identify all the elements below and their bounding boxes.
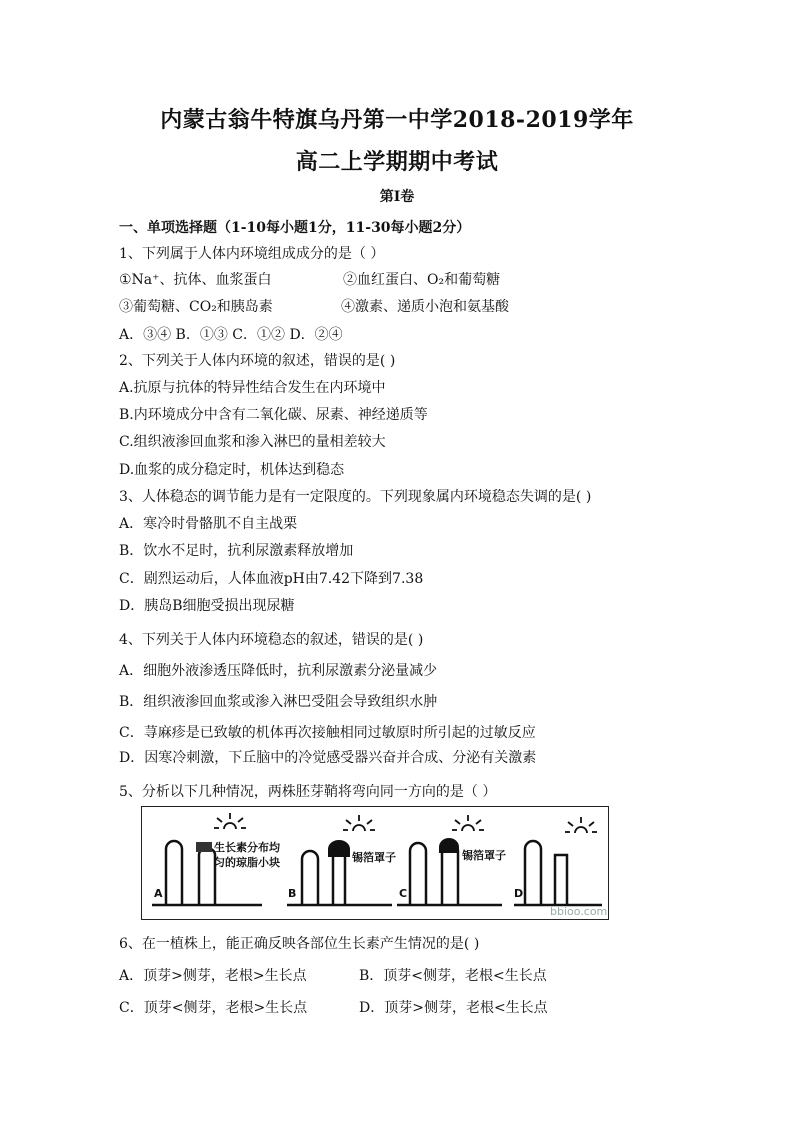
q2-option-c: C.组织液渗回血浆和渗入淋巴的量相差较大 [119,434,386,450]
q4-option-a: A．细胞外液渗透压降低时，抗利尿激素分泌量减少 [119,663,438,679]
exam-title-line1: 内蒙古翁牛特旗乌丹第一中学2018-2019学年 [160,107,634,133]
panel-d-coleoptile-right [555,855,567,905]
agar-label [214,840,280,870]
panel-d-coleoptile-left [525,841,541,905]
q4-option-c: C．荨麻疹是已致敏的机体再次接触相同过敏原时所引起的过敏反应 [119,725,536,741]
panel-label-c: C [399,887,408,900]
q1-stem: 1、下列属于人体内环境组成成分的是（ ） [119,246,385,262]
q2-stem: 2、下列关于人体内环境的叙述，错误的是( ) [119,353,396,369]
volume-label: 第Ⅰ卷 [379,189,415,205]
q1-item3: ③葡萄糖、CO₂和胰岛素 [119,299,273,315]
q4-option-b: B．组织液渗回血浆或渗入淋巴受阻会导致组织水肿 [119,694,438,710]
q5-stem: 5、分析以下几种情况，两株胚芽鞘将弯向同一方向的是（ ） [119,784,497,800]
q6-option-d: D．顶芽>侧芽，老根<生长点 [359,1000,548,1016]
agar-block [196,842,212,852]
q6-option-a: A．顶芽>侧芽，老根>生长点 [119,968,307,984]
watermark: bbioo.com [550,905,608,918]
panel-b-coleoptile-right [333,855,345,905]
q3-option-c: C．剧烈运动后，人体血液pH由7.42下降到7.38 [119,571,424,587]
panel-label-a: A [154,887,163,900]
foil-cap-b [328,840,350,857]
q3-option-a: A．寒冷时骨骼肌不自主战栗 [119,516,298,532]
q4-stem: 4、下列关于人体内环境稳态的叙述，错误的是( ) [119,632,424,648]
panel-label-b: B [288,887,297,900]
foil-label-c: 锡箔罩子 [462,849,506,862]
light-source-icons [214,813,597,833]
q2-option-d: D.血浆的成分稳定时，机体达到稳态 [119,462,345,478]
coleoptile-figure [141,806,609,920]
q4-option-d: D．因寒冷刺激，下丘脑中的冷觉感受器兴奋并合成、分泌有关激素 [119,750,537,766]
q3-option-d: D．胰岛B细胞受损出现尿糖 [119,598,295,614]
q1-item4: ④激素、递质小泡和氨基酸 [341,299,509,315]
panel-a-coleoptile-left [166,841,182,905]
light-icon-b [343,815,375,831]
q6-stem: 6、在一植株上，能正确反映各部位生长素产生情况的是( ) [119,936,480,952]
q2-option-a: A.抗原与抗体的特异性结合发生在内环境中 [119,380,386,396]
panel-b-coleoptile-left [302,851,318,905]
agar-label-line1: 生长素分布均 [214,841,280,854]
q3-stem: 3、人体稳态的调节能力是有一定限度的。下列现象属内环境稳态失调的是( ) [119,489,592,505]
foil-cap-c [439,838,459,853]
foil-label-b: 锡箔罩子 [352,851,396,864]
light-icon-c [452,815,484,831]
panel-a-coleoptile-right [199,848,215,905]
light-icon-a [214,813,246,829]
q1-options: A．③④ B．①③ C．①② D．②④ [119,327,343,343]
q2-option-b: B.内环境成分中含有二氧化碳、尿素、神经递质等 [119,407,428,423]
exam-title-line2: 高二上学期期中考试 [295,149,499,175]
panel-c-coleoptile-left [410,843,426,905]
q6-option-c: C．顶芽<侧芽，老根>生长点 [119,1000,308,1016]
section-heading: 一、单项选择题（1-10每小题1分，11-30每小题2分） [119,220,471,236]
q1-item1: ①Na⁺、抗体、血浆蛋白 [119,272,272,288]
agar-label-line2: 匀的琼脂小块 [214,856,280,869]
panel-label-d: D [514,887,524,900]
q3-option-b: B．饮水不足时，抗利尿激素释放增加 [119,543,354,559]
q1-item2: ②血红蛋白、O₂和葡萄糖 [343,272,501,288]
light-icon-d [565,817,597,833]
q6-option-b: B．顶芽<侧芽，老根<生长点 [359,968,547,984]
